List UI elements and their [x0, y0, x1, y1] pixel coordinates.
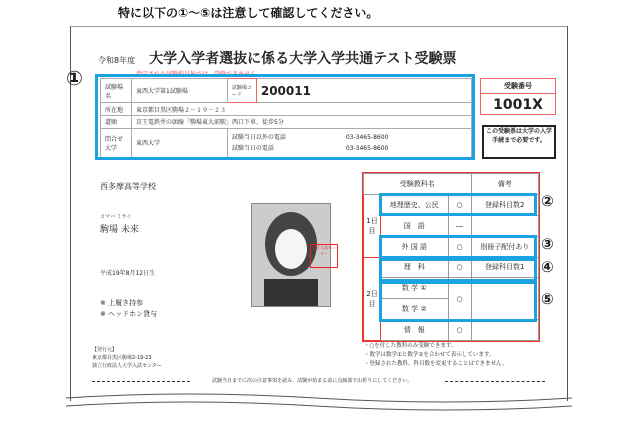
- fold-note: 試験当日までに次の注意事項を読み、試験が始まる前に点線部で山折りにしてください。: [212, 378, 413, 384]
- photo-stamp: 大学入試センター: [310, 244, 338, 268]
- subject-remark: [471, 215, 539, 236]
- venue-name: 東西大学第1試験場: [132, 79, 228, 103]
- subject-mark: ○: [448, 278, 471, 320]
- issuer-org: 独立行政法人大学入試センター: [92, 363, 162, 369]
- fiscal-year: 令和8年度: [98, 56, 136, 65]
- subject-name: 外 国 語: [381, 236, 449, 257]
- note-2: ※ ヘッドホン貸与: [100, 310, 158, 318]
- marker-4: ④: [541, 258, 554, 276]
- highlight-4: [379, 258, 537, 282]
- marker-5: ⑤: [541, 290, 554, 308]
- phone-other-label: 試験当日以外の電話: [231, 133, 286, 141]
- day2-label: 2日目: [364, 257, 381, 341]
- route: 京王電鉄井の頭線「駒場東大前駅」西口下車、徒歩5分: [132, 115, 472, 128]
- header-remark: 備考: [471, 174, 539, 195]
- marker-3: ③: [541, 235, 554, 253]
- subject-mark: ○: [448, 194, 471, 215]
- subject-remark: 別冊子配付あり: [471, 236, 539, 257]
- subject-name: 数 学 ②: [381, 299, 449, 320]
- subject-name: 理 科: [381, 257, 449, 278]
- footnote: ・登録された教科、科目数を変更することはできません。: [364, 361, 508, 367]
- route-label: 道順: [101, 115, 132, 128]
- address-label: 所在地: [101, 103, 132, 116]
- subject-remark: [471, 320, 539, 341]
- footnote: ・○を付した教科のみ受験できます。: [364, 343, 457, 349]
- torn-edge: [66, 392, 572, 414]
- instruction-caption: 特に以下の①～⑤は注意して確認してください。: [118, 6, 379, 20]
- contact-university: 東西大学: [132, 128, 228, 157]
- birth-date: 平成19年8月12日生: [100, 270, 156, 277]
- subject-mark: ○: [448, 236, 471, 257]
- subject-name: 情 報: [381, 320, 449, 341]
- footnote: ・数学は数学①と数学②を合わせて表示しています。: [364, 352, 495, 358]
- highlight-3: [379, 235, 537, 259]
- subject-mark: ○: [448, 320, 471, 341]
- name-kana: コマバ ミライ: [100, 214, 132, 220]
- header-subject: 受験教科名: [364, 174, 472, 195]
- venue-name-label: 試験場名: [101, 79, 132, 103]
- issuer-address: 東京都目黒区駒場2-19-23: [92, 355, 152, 361]
- title-main: 大学入学者選抜に係る大学入学共通テスト受験票: [149, 51, 457, 67]
- subject-name: 数 学 ①: [381, 278, 449, 299]
- address: 東京都目黒区駒場２－１９－２３: [132, 103, 472, 116]
- issuer: [92, 346, 162, 370]
- issuer-label: 【発行元】: [92, 347, 118, 353]
- day1-label: 1日目: [364, 194, 381, 257]
- highlight-5: [379, 281, 537, 322]
- phone-day: 03-3465-8600: [345, 144, 389, 152]
- subject-name: 国 語: [381, 215, 449, 236]
- contact-label: 問合せ大学: [101, 128, 132, 157]
- subject-remark: 登録科目数2: [471, 194, 539, 215]
- ticket-title: [98, 48, 457, 68]
- school-name: 西多摩高等学校: [100, 182, 156, 191]
- venue-warning: 指定された試験場以外では、受験できません。: [136, 71, 263, 78]
- marker-1: ①: [66, 66, 83, 90]
- highlight-2: [379, 193, 537, 216]
- exam-number-label: 受験番号: [481, 79, 555, 94]
- subject-mark: ―: [448, 215, 471, 236]
- phone-other: 03-3465-8600: [345, 133, 389, 141]
- examinee-name: 駒場 未来: [100, 225, 139, 235]
- marker-2: ②: [541, 192, 554, 210]
- exam-number: 1001X: [493, 97, 543, 113]
- phone-day-label: 試験当日の電話: [231, 144, 274, 152]
- subject-name: 地理歴史、公民: [381, 194, 449, 215]
- subject-mark: ○: [448, 257, 471, 278]
- exam-number-box: [480, 78, 556, 115]
- highlight-1: [95, 74, 475, 160]
- fold-line-left: [92, 381, 190, 382]
- keep-notice: この受験票は大学の入学手続まで必要です。: [482, 125, 556, 159]
- fold-line-right: [445, 381, 545, 382]
- subject-remark: 登録科目数1: [471, 257, 539, 278]
- note-1: ※ 上履き持参: [100, 299, 144, 307]
- venue-code: 200011: [256, 79, 471, 103]
- footnotes: [364, 342, 507, 369]
- code-label: 試験場コード: [227, 79, 256, 103]
